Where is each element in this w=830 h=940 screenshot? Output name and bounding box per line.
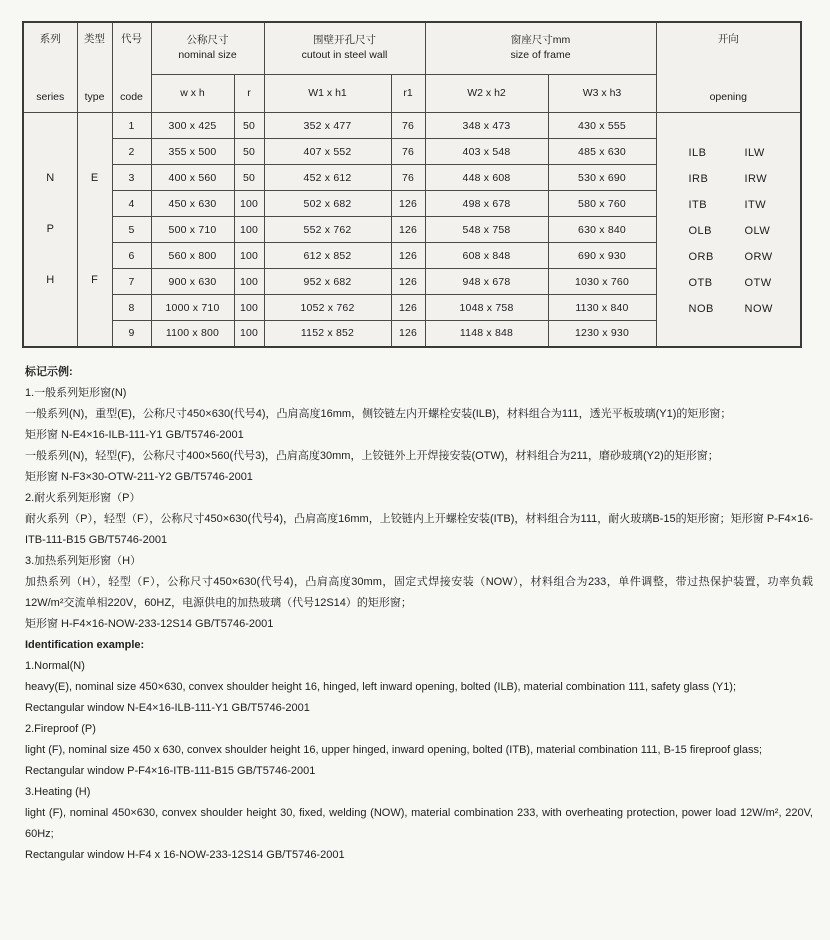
cell-w3h3: 530 x 690 bbox=[548, 165, 656, 191]
cell-r1: 126 bbox=[391, 217, 425, 243]
cutout-zh: 围壁开孔尺寸 bbox=[313, 34, 376, 47]
cn-note-line: 一般系列(N)，轻型(F)，公称尺寸400×560(代号3)，凸肩高度30mm，上铰链外上开焊接安装(OTW)，材料组合为211，磨砂玻璃(Y2)的矩形窗； bbox=[25, 450, 719, 462]
series-h: H bbox=[46, 274, 55, 287]
cn-notes-heading: 标记示例: bbox=[25, 366, 73, 378]
col-group-frame-size bbox=[425, 22, 656, 74]
cell-code: 5 bbox=[112, 217, 151, 243]
cell-r1: 126 bbox=[391, 269, 425, 295]
cell-w3h3: 485 x 630 bbox=[548, 139, 656, 165]
cell-r1: 126 bbox=[391, 191, 425, 217]
cell-wh: 900 x 630 bbox=[151, 269, 234, 295]
cell-w1h1: 612 x 852 bbox=[264, 243, 391, 269]
cell-r: 100 bbox=[234, 243, 264, 269]
cell-code: 9 bbox=[112, 321, 151, 347]
cell-w2h2: 548 x 758 bbox=[425, 217, 548, 243]
nominal-size-en: nominal size bbox=[178, 49, 237, 62]
cell-w2h2: 608 x 848 bbox=[425, 243, 548, 269]
en-note-line: 1.Normal(N) bbox=[25, 660, 85, 672]
col-header-type-en: type bbox=[84, 91, 105, 103]
cell-code: 8 bbox=[112, 295, 151, 321]
nominal-size-zh: 公称尺寸 bbox=[186, 34, 229, 47]
type-f: F bbox=[91, 274, 98, 287]
window-dimensions-table bbox=[22, 21, 802, 348]
col-header-series bbox=[23, 22, 77, 113]
series-p: P bbox=[46, 223, 54, 236]
cell-w3h3: 1230 x 930 bbox=[548, 321, 656, 347]
cell-code: 4 bbox=[112, 191, 151, 217]
cell-w1h1: 352 x 477 bbox=[264, 113, 391, 139]
notes-section bbox=[25, 362, 813, 866]
cell-r: 50 bbox=[234, 165, 264, 191]
opening-pair: OLB OLW bbox=[688, 225, 771, 237]
cell-r1: 126 bbox=[391, 243, 425, 269]
cell-w1h1: 952 x 682 bbox=[264, 269, 391, 295]
en-note-designation: Rectangular window H-F4 x 16-NOW-233-12S14 GB/T5746-2001 bbox=[25, 849, 345, 861]
cell-r: 100 bbox=[234, 191, 264, 217]
subheader-w1h1: W1 x h1 bbox=[264, 74, 391, 112]
cell-w1h1: 1152 x 852 bbox=[264, 321, 391, 347]
cell-w1h1: 452 x 612 bbox=[264, 165, 391, 191]
cell-w3h3: 1030 x 760 bbox=[548, 269, 656, 295]
col-header-opening bbox=[656, 22, 801, 113]
col-header-type-zh: 类型 bbox=[84, 33, 105, 45]
cell-wh: 500 x 710 bbox=[151, 217, 234, 243]
cell-wh: 355 x 500 bbox=[151, 139, 234, 165]
cutout-en: cutout in steel wall bbox=[301, 49, 388, 62]
subheader-wxh: w x h bbox=[151, 74, 234, 112]
cell-r1: 76 bbox=[391, 113, 425, 139]
en-note-line: heavy(E), nominal size 450×630, convex shoulder height 16, hinged, left inward opening, bolted (ILB), material combination 111, safety glass (Y1); bbox=[25, 681, 737, 693]
col-header-code-en: code bbox=[120, 91, 143, 103]
opening-pair: ILB ILW bbox=[688, 147, 765, 159]
col-header-series-zh: 系列 bbox=[39, 33, 61, 45]
cell-wh: 560 x 800 bbox=[151, 243, 234, 269]
col-header-code-zh: 代号 bbox=[121, 33, 142, 45]
opening-codes-cell bbox=[656, 113, 801, 347]
col-group-nominal-size bbox=[151, 22, 264, 74]
cell-w3h3: 580 x 760 bbox=[548, 191, 656, 217]
en-note-designation: Rectangular window N-E4×16-ILB-111-Y1 GB/T5746-2001 bbox=[25, 702, 310, 714]
cell-w2h2: 403 x 548 bbox=[425, 139, 548, 165]
en-note-line: 3.Heating (H) bbox=[25, 786, 91, 798]
cn-note-line: 一般系列(N)，重型(E)，公称尺寸450×630(代号4)，凸肩高度16mm，侧铰链左内开螺栓安装(ILB)，材料组合为111，透光平板玻璃(Y1)的矩形窗； bbox=[25, 408, 732, 420]
series-n: N bbox=[46, 172, 55, 185]
table-row bbox=[23, 113, 801, 139]
col-group-cutout bbox=[264, 22, 425, 74]
opening-pair: OTB OTW bbox=[688, 277, 772, 289]
en-note-line: light (F), nominal 450×630, convex shoulder height 30, fixed, welding (NOW), material combination 233, with overheating protection, power load 12W/m², 220V, 60Hz; bbox=[25, 807, 813, 840]
cn-note-line: 2.耐火系列矩形窗（P） bbox=[25, 492, 141, 504]
cell-r1: 76 bbox=[391, 165, 425, 191]
cell-code: 2 bbox=[112, 139, 151, 165]
cell-w2h2: 448 x 608 bbox=[425, 165, 548, 191]
cn-note-line: 加热系列（H），轻型（F），公称尺寸450×630(代号4)，凸肩高度30mm，固定式焊接安装（NOW），材料组合为233，单件调整，带过热保护装置，功率负载12W/m²交流单相220V，60HZ，电源供电的加热玻璃（代号12S14）的矩形窗； bbox=[25, 576, 813, 609]
en-note-line: light (F), nominal size 450 x 630, convex shoulder height 16, upper hinged, inward opening, bolted (ITB), material combination 111, B-15 fireproof glass; bbox=[25, 744, 763, 756]
cell-w1h1: 552 x 762 bbox=[264, 217, 391, 243]
cell-w2h2: 348 x 473 bbox=[425, 113, 548, 139]
cell-code: 7 bbox=[112, 269, 151, 295]
subheader-r1: r1 bbox=[391, 74, 425, 112]
cell-code: 3 bbox=[112, 165, 151, 191]
en-note-line: 2.Fireproof (P) bbox=[25, 723, 96, 735]
cell-wh: 300 x 425 bbox=[151, 113, 234, 139]
cell-w1h1: 1052 x 762 bbox=[264, 295, 391, 321]
cell-w1h1: 407 x 552 bbox=[264, 139, 391, 165]
en-note-designation: Rectangular window P-F4×16-ITB-111-B15 GB/T5746-2001 bbox=[25, 765, 316, 777]
opening-pair: IRB IRW bbox=[688, 173, 768, 185]
cell-r: 100 bbox=[234, 269, 264, 295]
col-header-code bbox=[112, 22, 151, 113]
subheader-r: r bbox=[234, 74, 264, 112]
frame-size-zh: 窗座尺寸mm bbox=[510, 34, 571, 47]
cn-note-line: 耐火系列（P），轻型（F），公称尺寸450×630(代号4)，凸肩高度16mm，上铰链内上开螺栓安装(ITB)，材料组合为111，耐火玻璃B-15的矩形窗；矩形窗 P-F4×16-ITB-111-B15 GB/T5746-2001 bbox=[25, 513, 813, 546]
frame-size-en: size of frame bbox=[510, 49, 571, 62]
cell-r1: 126 bbox=[391, 321, 425, 347]
cell-wh: 1000 x 710 bbox=[151, 295, 234, 321]
cell-w3h3: 690 x 930 bbox=[548, 243, 656, 269]
cn-note-designation: 矩形窗 H-F4×16-NOW-233-12S14 GB/T5746-2001 bbox=[25, 618, 274, 630]
opening-pair: ORB ORW bbox=[688, 251, 773, 263]
cell-w2h2: 498 x 678 bbox=[425, 191, 548, 217]
opening-zh: 开向 bbox=[717, 33, 739, 45]
cell-w3h3: 1130 x 840 bbox=[548, 295, 656, 321]
cell-r: 100 bbox=[234, 321, 264, 347]
cell-r: 50 bbox=[234, 139, 264, 165]
cell-w3h3: 430 x 555 bbox=[548, 113, 656, 139]
cn-note-line: 3.加热系列矩形窗（H） bbox=[25, 555, 142, 567]
subheader-w2h2: W2 x h2 bbox=[425, 74, 548, 112]
cell-wh: 400 x 560 bbox=[151, 165, 234, 191]
cell-r: 100 bbox=[234, 217, 264, 243]
cell-code: 6 bbox=[112, 243, 151, 269]
opening-code-list bbox=[689, 140, 801, 322]
cell-r: 50 bbox=[234, 113, 264, 139]
opening-pair: NOB NOW bbox=[688, 303, 773, 315]
en-notes-heading: Identification example: bbox=[25, 639, 145, 651]
col-header-series-en: series bbox=[36, 91, 65, 103]
col-header-type bbox=[77, 22, 112, 113]
cn-note-designation: 矩形窗 N-F3×30-OTW-211-Y2 GB/T5746-2001 bbox=[25, 471, 253, 483]
opening-pair: ITB ITW bbox=[688, 199, 767, 211]
cn-note-line: 1.一般系列矩形窗(N) bbox=[25, 387, 127, 399]
cell-w2h2: 1148 x 848 bbox=[425, 321, 548, 347]
opening-en: opening bbox=[709, 91, 747, 103]
type-e: E bbox=[90, 172, 99, 185]
series-letters-cell bbox=[23, 113, 77, 347]
cell-w2h2: 948 x 678 bbox=[425, 269, 548, 295]
cell-code: 1 bbox=[112, 113, 151, 139]
cell-w2h2: 1048 x 758 bbox=[425, 295, 548, 321]
cell-wh: 450 x 630 bbox=[151, 191, 234, 217]
cell-w1h1: 502 x 682 bbox=[264, 191, 391, 217]
cell-r1: 76 bbox=[391, 139, 425, 165]
cell-r1: 126 bbox=[391, 295, 425, 321]
cell-r: 100 bbox=[234, 295, 264, 321]
type-letters-cell bbox=[77, 113, 112, 347]
cell-w3h3: 630 x 840 bbox=[548, 217, 656, 243]
cn-note-designation: 矩形窗 N-E4×16-ILB-111-Y1 GB/T5746-2001 bbox=[25, 429, 244, 441]
cell-wh: 1100 x 800 bbox=[151, 321, 234, 347]
subheader-w3h3: W3 x h3 bbox=[548, 74, 656, 112]
